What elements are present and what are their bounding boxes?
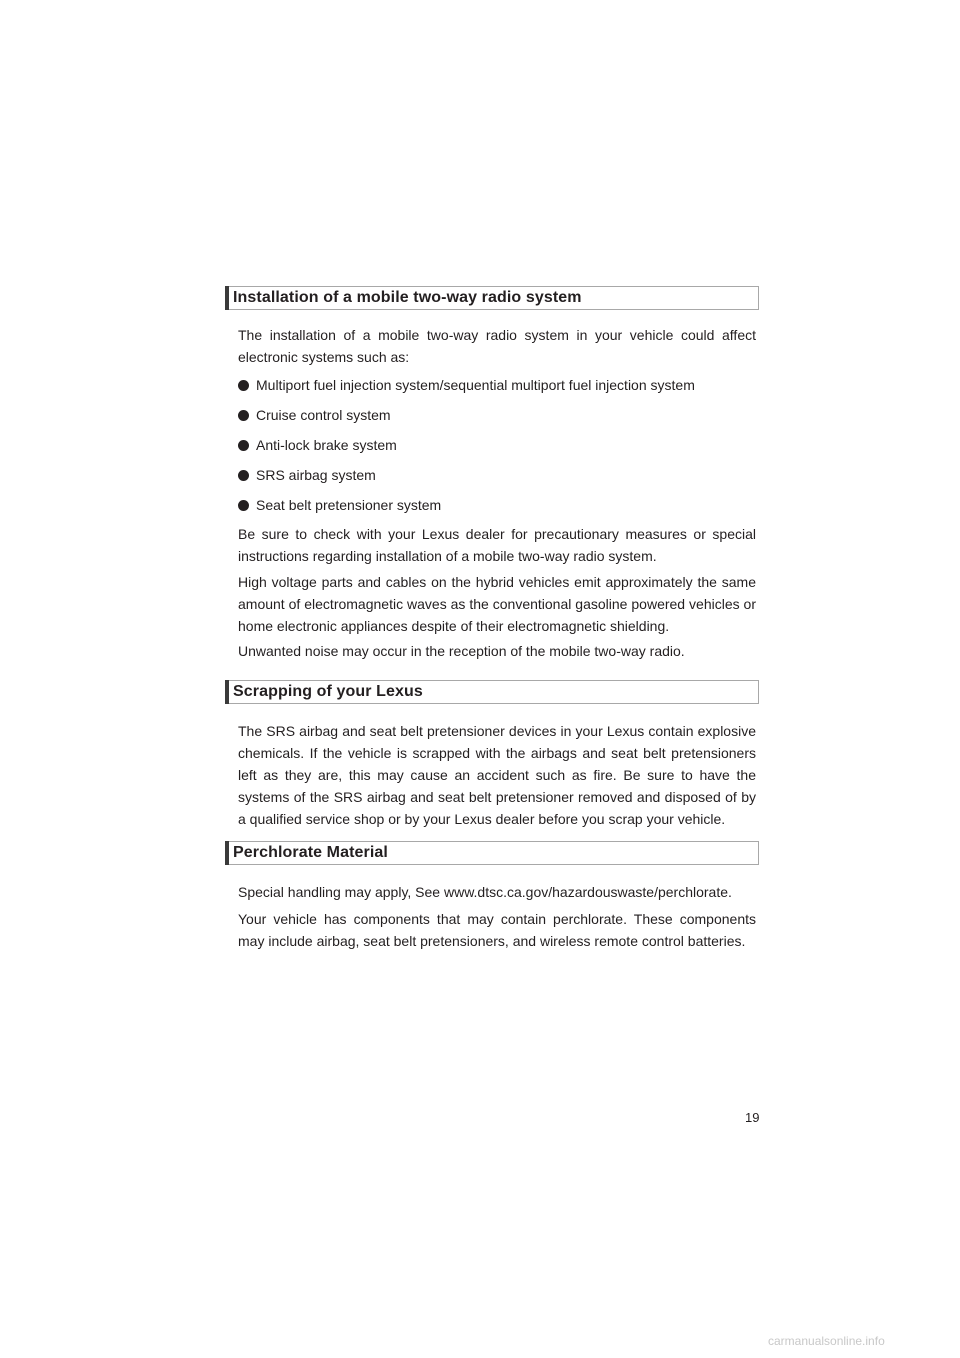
body-paragraph: Your vehicle has components that may contain perchlorate. These components may include airbag, seat belt pretensioners, and wireless remote control batteries. (238, 911, 756, 949)
section-header-perchlorate (225, 841, 759, 865)
section-marker-bar (225, 286, 229, 310)
list-item: SRS airbag system (238, 464, 756, 486)
list-item: Anti-lock brake system (238, 434, 756, 456)
body-paragraph: The SRS airbag and seat belt pretensioner devices in your Lexus contain explosive chemicals. If the vehicle is scrapped with the airbags and seat belt pretensioners left as they are, this may cause an accident such as fire. Be sure to have the systems of the SRS airbag and seat belt pretensioner removed and disposed of by a qualified service shop or by your Lexus dealer before you scrap your vehicle. (238, 723, 756, 827)
bullet-icon (238, 410, 249, 421)
bullet-icon (238, 440, 249, 451)
list-item: Cruise control system (238, 404, 756, 426)
page-number: 19 (745, 1110, 760, 1125)
bullet-icon (238, 470, 249, 481)
body-paragraph: Be sure to check with your Lexus dealer for precautionary measures or special instructions regarding installation of a mobile two-way radio system. (238, 526, 756, 564)
list-item: Multiport fuel injection system/sequential multiport fuel injection system (238, 374, 756, 396)
list-item: Seat belt pretensioner system (238, 494, 756, 516)
section-title: Scrapping of your Lexus (233, 683, 423, 700)
body-paragraph: Unwanted noise may occur in the reception of the mobile two-way radio. (238, 643, 685, 659)
body-paragraph: Special handling may apply, See www.dtsc.ca.gov/hazardouswaste/perchlorate. (238, 884, 732, 900)
bullet-icon (238, 380, 249, 391)
section-title: Installation of a mobile two-way radio system (233, 289, 582, 306)
section-header-radio (225, 286, 759, 310)
bullet-icon (238, 500, 249, 511)
body-paragraph: High voltage parts and cables on the hybrid vehicles emit approximately the same amount of electromagnetic waves as the conventional gasoline powered vehicles or home electronic appliances despite of their electromagnetic shielding. (238, 574, 756, 634)
section-title: Perchlorate Material (233, 844, 388, 861)
intro-paragraph: The installation of a mobile two-way radio system in your vehicle could affect electronic systems such as: (238, 327, 756, 365)
section-header-scrapping (225, 680, 759, 704)
section-marker-bar (225, 680, 229, 704)
watermark: carmanualsonline.info (768, 1334, 885, 1348)
section-marker-bar (225, 841, 229, 865)
